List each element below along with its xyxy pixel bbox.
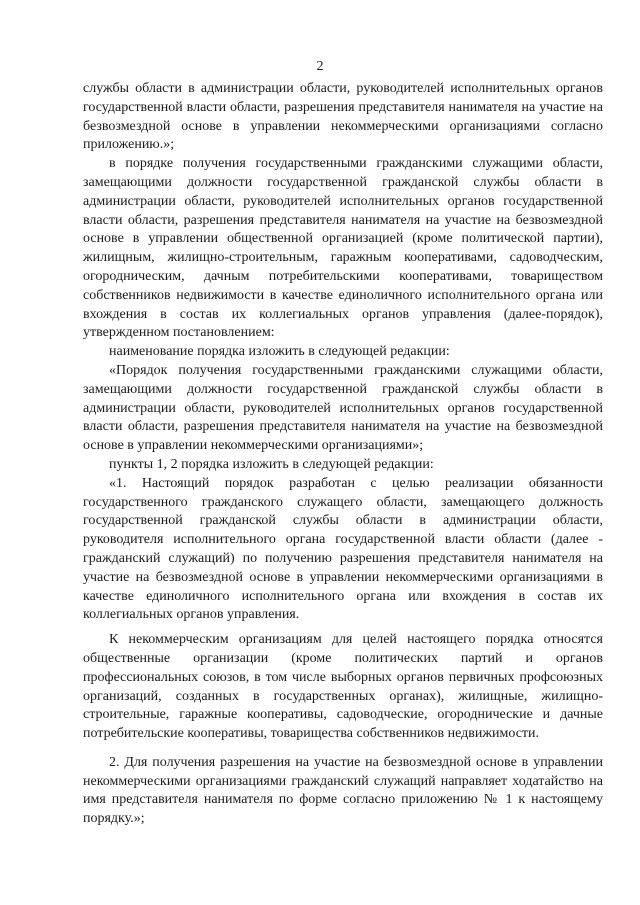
paragraph-nonprofit-definition: К некоммерческим организациям для целей настоящего порядка относятся общественные организации (кроме политических партий и органов профессиональных союзов, в том числе выборных органов первичных профсоюзных организаций, созданных в государственных органах), жилищные, жилищно-строительные, гаражные кооперативы, садоводческие, огороднические и дачные потребительские кооперативы, товарищества собственников недвижимости.: [83, 632, 603, 742]
paragraph-order-reference: в порядке получения государственными гражданскими служащими области, замещающими должности государственной гражданской службы области в администрации области, руководителей исполнительных органов государственной власти области, разрешения представителя нанимателя на участие на безвозмездной основе в управлении общественной организацией (кроме политической партии), жилищным, жилищно-строительным, гаражным кооперативами, садоводческим, огородническим, дачным потребительскими кооперативами, товариществом собственников недвижимости в качестве единоличного исполнительного органа или вхождения в состав их коллегиальных органов управления (далее-порядок), утвержденном постановлением:: [83, 156, 603, 341]
paragraph-points-change: пункты 1, 2 порядка изложить в следующей редакции:: [109, 456, 434, 472]
paragraph-point-2: 2. Для получения разрешения на участие на безвозмездной основе в управлении некоммерческими организациями гражданский служащий направляет ходатайство на имя представителя нанимателя по форме согласно приложению № 1 к настоящему порядку.»;: [83, 754, 603, 827]
paragraph-point-1: «1. Настоящий порядок разработан с целью реализации обязанности государственного гражданского служащего области, замещающего должность государственной гражданской службы области в администрации области, руководителя исполнительного органа государственной власти области (далее - гражданский служащий) по получению разрешения представителя нанимателя на участие на безвозмездной основе в управлении некоммерческими организациями в качестве единоличного исполнительного органа или вхождения в состав их коллегиальных органов управления.: [83, 475, 603, 623]
paragraph-continuation: службы области в администрации области, руководителей исполнительных органов государственной власти области, разрешения представителя нанимателя на участие на безвозмездной основе в управлении некоммерческими организациями согласно приложению.»;: [83, 81, 603, 153]
paragraph-title-change: наименование порядка изложить в следующей редакции:: [109, 344, 450, 360]
page-number: 2: [316, 59, 324, 74]
paragraph-new-title: «Порядок получения государственными гражданскими служащими области, замещающими должности государственной гражданской службы области в администрации области, руководителей исполнительных органов государственной власти области, разрешения представителя нанимателя на участие на безвозмездной основе в управлении некоммерческими организациями»;: [83, 362, 603, 454]
document-body: [83, 80, 603, 829]
